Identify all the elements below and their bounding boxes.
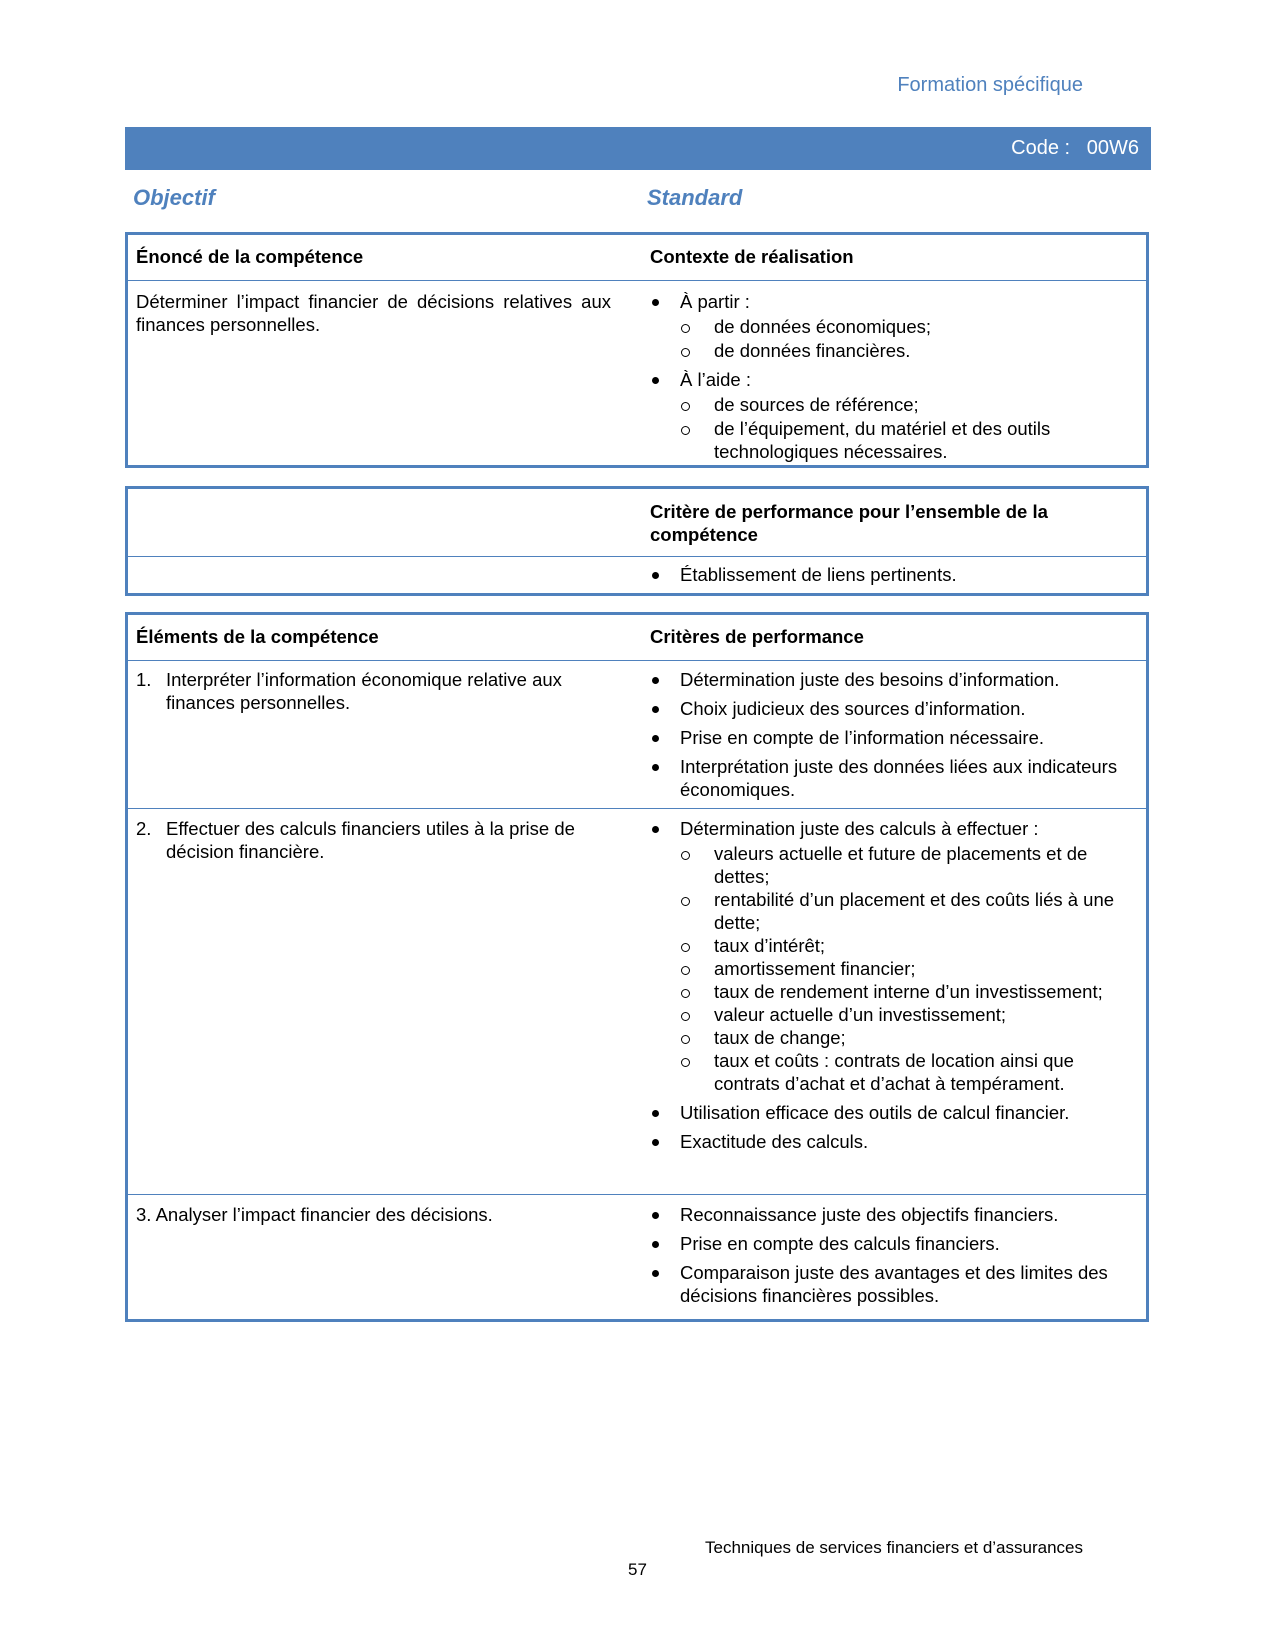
objective-column-heading: Objectif [133,185,215,210]
criterion: Exactitude des calculs. [650,1130,1140,1153]
criterion: Choix judicieux des sources d’information. [650,697,1140,720]
context-heading: Contexte de réalisation [650,246,854,267]
context-list [650,290,1140,463]
standard-column-heading: Standard [647,185,743,210]
code-value: 00W6 [1086,137,1139,159]
performance-criteria-heading: Critères de performance [650,626,864,647]
context-subitem: de sources de référence; [650,393,1140,416]
criterion-subitem: amortissement financier; [650,957,1140,980]
context-subitem: de données financières. [650,339,1140,362]
competence-statement: Déterminer l’impact financier de décisions relatives aux finances personnelles. [136,291,611,335]
criterion: Reconnaissance juste des objectifs financiers. [650,1203,1140,1226]
criterion: Détermination juste des calculs à effectuer : [650,817,1140,840]
criterion: Prise en compte des calculs financiers. [650,1232,1140,1255]
overall-criteria-body-row [128,556,1146,593]
code-label: Code : [1011,137,1071,159]
context-item-with: À l’aide : [650,368,1140,391]
element-text: Analyser l’impact financier des décisions. [155,1204,493,1225]
element-number: 1. [136,669,152,690]
criterion-subitem: taux de rendement interne d’un investissement; [650,980,1140,1003]
elements-box [125,612,1149,1322]
code-text [1011,137,1139,160]
criterion: Prise en compte de l’information nécessaire. [650,726,1140,749]
criterion: Interprétation juste des données liées aux indicateurs économiques. [650,755,1140,801]
element-3 [136,1203,611,1226]
overall-criteria-heading: Critère de performance pour l’ensemble de la compétence [650,501,1048,545]
element-2 [136,817,611,863]
element-3-criteria [650,1203,1140,1307]
criterion-subitem: valeurs actuelle et future de placements et de dettes; [650,842,1140,888]
page-number: 57 [628,1560,647,1579]
criterion-subitem: valeur actuelle d’un investissement; [650,1003,1140,1026]
criterion-subitem: taux et coûts : contrats de location ainsi que contrats d’achat et d’achat à tempérament. [650,1049,1140,1095]
elements-header-row [128,615,1146,660]
element-2-criteria [650,817,1140,1153]
criterion: Utilisation efficace des outils de calcul financier. [650,1101,1140,1124]
overall-criterion: Établissement de liens pertinents. [650,563,1140,586]
overall-criteria-list [650,563,1140,586]
competence-box [125,232,1149,468]
element-1-criteria [650,668,1140,801]
element-row-1 [128,660,1146,808]
element-1 [136,668,611,714]
element-text: Effectuer des calculs financiers utiles à la prise de décision financière. [166,818,575,862]
competence-body-row [128,280,1146,465]
element-text: Interpréter l’information économique relative aux finances personnelles. [166,669,562,713]
overall-criteria-box [125,486,1149,596]
criterion-subitem: rentabilité d’un placement et des coûts liés à une dette; [650,888,1140,934]
criterion-subitem: taux de change; [650,1026,1140,1049]
element-number: 3. [136,1204,152,1225]
elements-heading: Éléments de la compétence [136,626,379,647]
element-row-2 [128,808,1146,1194]
competence-header-row [128,235,1146,280]
criterion: Détermination juste des besoins d’information. [650,668,1140,691]
criterion-subitem: taux d’intérêt; [650,934,1140,957]
element-row-3 [128,1194,1146,1319]
footer-program-name: Techniques de services financiers et d’assurances [705,1538,1083,1557]
competence-statement-heading: Énoncé de la compétence [136,246,364,267]
context-subitem: de l’équipement, du matériel et des outils technologiques nécessaires. [650,417,1140,463]
program-label: Formation spécifique [897,74,1083,96]
overall-criteria-header-row [128,489,1146,556]
context-subitem: de données économiques; [650,315,1140,338]
criterion: Comparaison juste des avantages et des limites des décisions financières possibles. [650,1261,1140,1307]
code-band [125,127,1151,170]
context-item-from: À partir : [650,290,1140,313]
element-number: 2. [136,818,152,839]
